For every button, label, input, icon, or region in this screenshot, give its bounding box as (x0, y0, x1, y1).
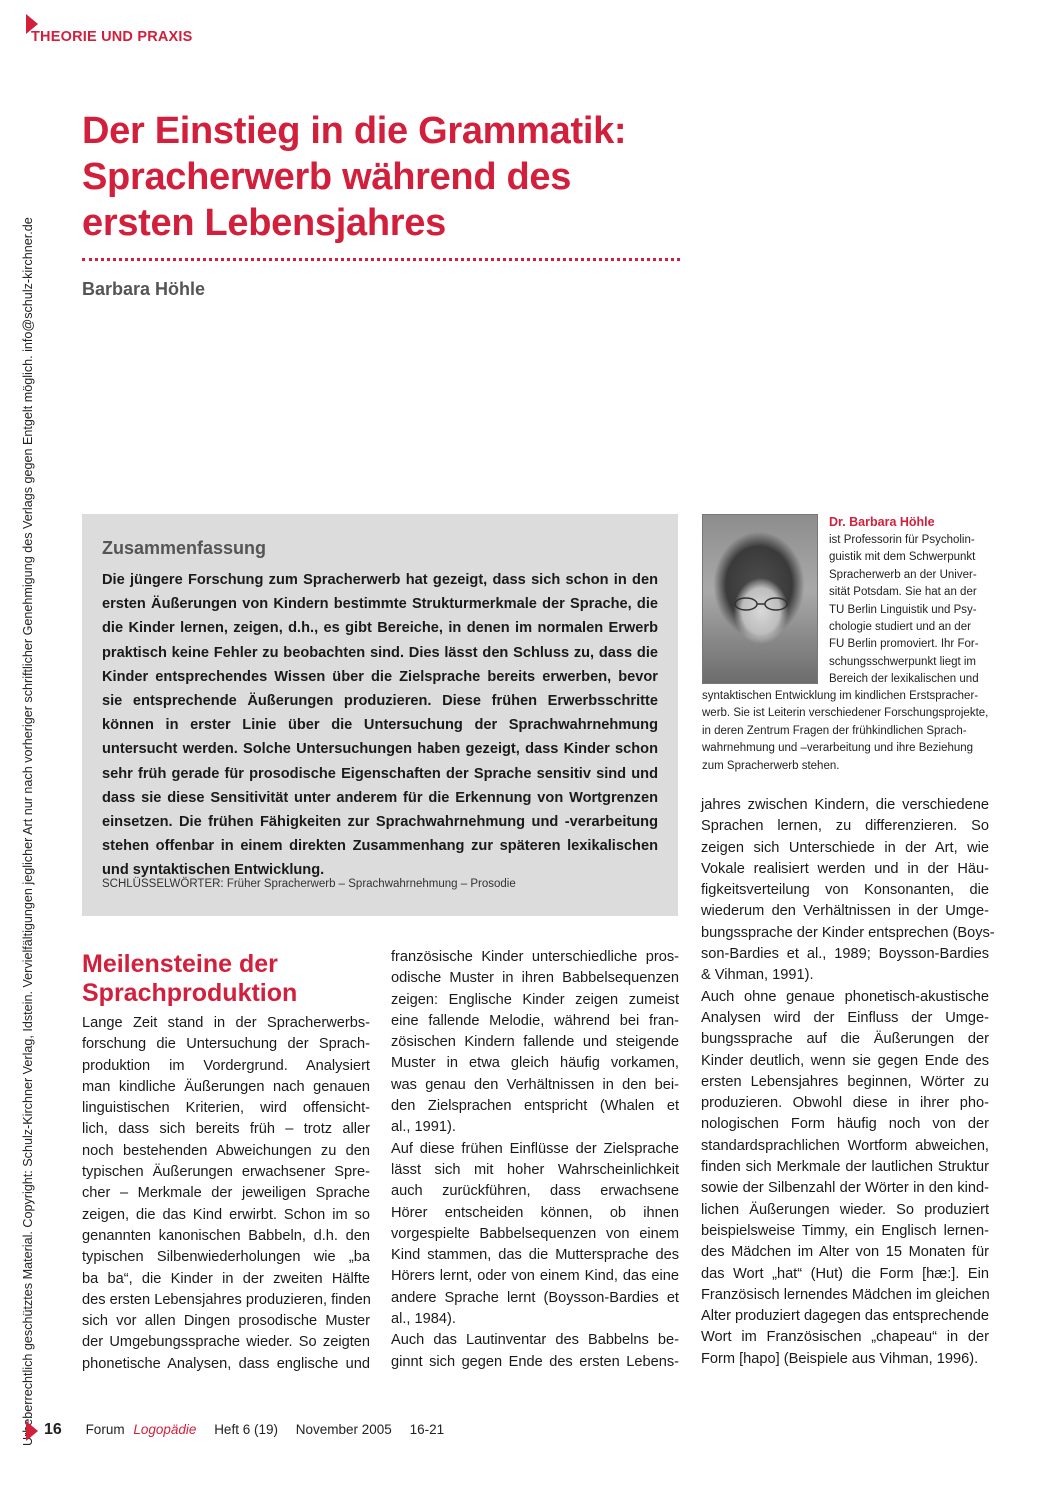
text-line: Französisch lernendes Mädchen im gleichen (701, 1286, 990, 1303)
bio-line: guistik mit dem Schwerpunkt (829, 551, 976, 564)
text-line: man kindliche Äußerungen nach genauen (82, 1078, 370, 1095)
bio-line: ist Professorin für Psycholin- (829, 534, 975, 546)
text-line: noch bestehenden Abweichungen zu den (82, 1142, 370, 1159)
glasses-shape (733, 597, 789, 611)
summary-box (82, 514, 678, 916)
page-range: 16-21 (409, 1422, 445, 1437)
journal-name-accent: Logopädie (133, 1422, 197, 1437)
text-line: phonetische Analysen, dass englische und (82, 1355, 370, 1372)
bio-line: werb. Sie ist Leiterin verschiedener Forschungsprojekte, (702, 707, 989, 720)
text-line: son-Bardies et al., 1989; Boysson-Bardies (701, 946, 989, 963)
text-column-1 (82, 1013, 370, 1375)
text-line: Kinder deutlich, wenn sie gegen Ende des (701, 1052, 989, 1069)
text-line: Hörers lernt, oder von einem Kind, das eine (391, 1268, 679, 1285)
text-line: andere Sprache lernt (Boysson-Bardies et (391, 1289, 679, 1306)
summary-text: Die jüngere Forschung zum Spracherwerb hat gezeigt, dass sich schon in den ersten Äußerungen von Kindern bestimmte Strukturmerkmale der Sprache, die die Kinder lernen, zeigen, d.h., es gibt Bereiche, in denen im normalen Erwerb praktisch keine Fehler zu beobachten sind. Dies lässt den Schluss zu, dass die Kinder entsprechendes Wissen über die Zielsprache bereits erwerben, bevor sie entsprechende Äußerungen produzieren. Diese frühen Erwerbsschritte können in erster Linie über die Untersuchung der Sprachwahrnehmung untersucht werden. Solche Untersuchungen haben gezeigt, dass Kinder schon sehr früh gerade für prosodische Eigenschaften der Sprache sensitiv sind und dass sie diese Sensitivität unter anderem für die Erkennung von Wortgrenzen einsetzen. Die frühen Fähigkeiten zur Sprachwahrnehmung und -verarbeitung stehen offenbar in einem direkten Zusammenhang zur späteren lexikalischen und syntaktischen Entwicklung. (102, 572, 658, 879)
bio-line: sität Potsdam. Sie hat an der (829, 586, 977, 599)
text-line: das Wort „hat“ (Hut) die Form [hæ:]. Ein (701, 1265, 989, 1282)
text-line: den Zielsprachen entspricht (Whalen et (391, 1098, 679, 1115)
text-line: sich vor allen Dingen prosodische Muster (82, 1313, 370, 1330)
text-line: bungssprache auf die Äußerungen der (701, 1031, 989, 1048)
text-line: Auch das Lautinventar des Babbelns be- (391, 1332, 679, 1349)
dotted-divider (82, 258, 680, 262)
text-line: lichen Äußerungen wieder. So produziert (701, 1201, 989, 1218)
text-line: lässt sich mit hoher Wahrscheinlichkeit (391, 1161, 679, 1178)
text-line: standardsprachlichen Wortform abweichen, (701, 1137, 989, 1154)
text-line: typischen Silbenwiederholungen wie „ba (82, 1249, 370, 1266)
text-line: typischen Äußerungen erwachsener Spre- (82, 1164, 370, 1181)
text-line: produktion im Vordergrund. Analysiert (82, 1057, 370, 1074)
text-column-3 (701, 795, 995, 1370)
bio-text-full (702, 688, 998, 775)
text-line: der Umgebungssprache wieder. So zeigten (82, 1334, 370, 1351)
text-line: figkeitsverteilung von Konsonanten, die (701, 882, 989, 899)
text-line: Kind stammen, das die Muttersprache des (391, 1247, 679, 1264)
text-line: sowie der Silbenzahl der Wörter in den kind- (701, 1180, 989, 1197)
text-line: Analysen wird der Einfluss der Umge- (701, 1009, 989, 1026)
title-line: ersten Lebensjahres (82, 202, 446, 244)
text-line: produzieren. Obwohl diese in ihrer pho- (701, 1095, 989, 1112)
heading-line: Sprachproduktion (82, 979, 298, 1007)
text-line: eine fallende Melodie, während bei fran- (391, 1012, 679, 1029)
text-line: linguistischen Kriterien, wird offensicht- (82, 1100, 370, 1117)
text-line: auch zurückführen, dass erwachsene (391, 1183, 679, 1200)
section-heading (82, 950, 372, 1008)
text-line: nologischen Form häufig noch von der (701, 1116, 989, 1133)
text-line: al., 1991). (391, 1119, 456, 1136)
bio-line: wahrnehmung und –verarbeitung und ihre Beziehung (702, 742, 974, 755)
bio-name: Dr. Barbara Höhle (829, 515, 935, 529)
text-line: finden sich Merkmale der lautlichen Struktur (701, 1159, 989, 1176)
text-line: Lange Zeit stand in der Spracherwerbs- (82, 1015, 370, 1031)
text-line: zösischen Kindern fallende und steigende (391, 1034, 679, 1051)
journal-name: Forum (85, 1422, 125, 1437)
text-line: Wort im Französischen „chapeau“ in der (701, 1329, 989, 1346)
text-line: Auch ohne genaue phonetisch-akustische (701, 988, 989, 1005)
copyright-notice: Urheberrechtlich geschütztes Material. Copyright: Schulz-Kirchner Verlag, Idstein. Vervielfältigungen jeglicher Art nur nach vorheriger schriftlicher Genehmigung des Verlags gegen Entgelt möglich. info@schulz-kirchner.de (21, 217, 35, 1446)
text-line: Auf diese frühen Einflüsse der Zielsprache (391, 1140, 679, 1157)
text-line: bungssprache der Kinder entsprechen (Boys- (701, 924, 995, 941)
article-title (82, 108, 702, 246)
text-line: zeigen sich Unterschiede in der Art, wie (701, 839, 989, 856)
bio-text-narrow (829, 532, 999, 689)
bio-line: schungsschwerpunkt liegt im (829, 655, 977, 668)
text-line: französische Kinder unterschiedliche pros- (391, 949, 679, 965)
text-line: Alter produziert dagegen das entsprechende (701, 1308, 990, 1325)
text-line: Form [hapo] (Beispiele aus Vihman, 1996). (701, 1350, 979, 1367)
text-line: odische Muster in ihren Babbelsequenzen (391, 970, 679, 987)
text-line: forschung die Untersuchung der Sprach- (82, 1036, 370, 1053)
text-line: cher – Merkmale der jeweiligen Sprache (82, 1185, 370, 1202)
section-label: THEORIE UND PRAXIS (31, 29, 193, 45)
issue: Heft 6 (19) (214, 1422, 278, 1437)
page-footer (44, 1421, 444, 1439)
text-line: al., 1984). (391, 1311, 456, 1328)
text-line: ba ba“, die Kinder in der zweiten Hälfte (82, 1270, 370, 1287)
text-line: genannten kanonischen Babbeln, d.h. den (82, 1227, 370, 1244)
text-line: lich, dass sich bereits früh – trotz aller (82, 1121, 370, 1138)
text-line: ersten Lebensjahres beginnen, Wörter zu (701, 1073, 989, 1090)
page-number: 16 (44, 1421, 62, 1438)
bio-line: FU Berlin promoviert. Ihr For- (829, 638, 979, 651)
text-line: was genau den Verhältnissen in den bei- (391, 1076, 679, 1093)
text-line: Muster in etwa gleich häufig vorkamen, (391, 1055, 679, 1072)
text-line: zeigen, die das Kind erwirbt. Schon im so (82, 1206, 370, 1223)
text-line: wiederum den Verhältnissen in der Umge- (701, 903, 989, 920)
text-line: Vokale realisiert werden und in der Häu- (701, 860, 989, 877)
footer-marker-triangle (26, 1421, 38, 1441)
bio-line: Bereich der lexikalischen und (829, 673, 979, 686)
text-line: des ersten Lebensjahres produzieren, finden (82, 1291, 371, 1308)
text-line: Hörer entscheiden können, ob ihnen (391, 1204, 679, 1221)
bio-line: zum Spracherwerb stehen. (702, 759, 840, 772)
text-line: ginnt sich gegen Ende des ersten Lebens- (391, 1353, 679, 1370)
text-line: Sprachen lernen, zu differenzieren. So (701, 818, 989, 835)
text-line: beispielsweise Timmy, ein Englisch lernen- (701, 1222, 989, 1239)
bio-line: TU Berlin Linguistik und Psy- (829, 603, 977, 616)
text-line: des Mädchen im Alter von 15 Monaten für (701, 1244, 989, 1261)
text-line: jahres zwischen Kindern, die verschiedene (701, 797, 989, 813)
title-line: Spracherwerb während des (82, 156, 572, 198)
keywords: SCHLÜSSELWÖRTER: Früher Spracherwerb – Sprachwahrnehmung – Prosodie (102, 878, 516, 890)
text-line: zeigen: Englische Kinder zeigen zumeist (391, 991, 679, 1008)
heading-line: Meilensteine der (82, 950, 278, 978)
text-column-2 (391, 947, 679, 1373)
bio-line: Spracherwerb an der Univer- (829, 568, 977, 581)
summary-heading: Zusammenfassung (102, 538, 267, 558)
text-line: & Vihman, 1991). (701, 967, 814, 984)
author-photo (702, 514, 818, 684)
author-name: Barbara Höhle (82, 279, 206, 299)
bio-line: syntaktischen Entwicklung im kindlichen Erstspracher- (702, 690, 979, 702)
issue-date: November 2005 (295, 1422, 392, 1437)
text-line: vorgespielte Babbelsequenzen von einem (391, 1225, 679, 1242)
bio-line: chologie studiert und an der (829, 621, 971, 634)
title-line: Der Einstieg in die Grammatik: (82, 110, 627, 152)
bio-line: in deren Zentrum Fragen der frühkindlichen Sprach- (702, 724, 967, 737)
